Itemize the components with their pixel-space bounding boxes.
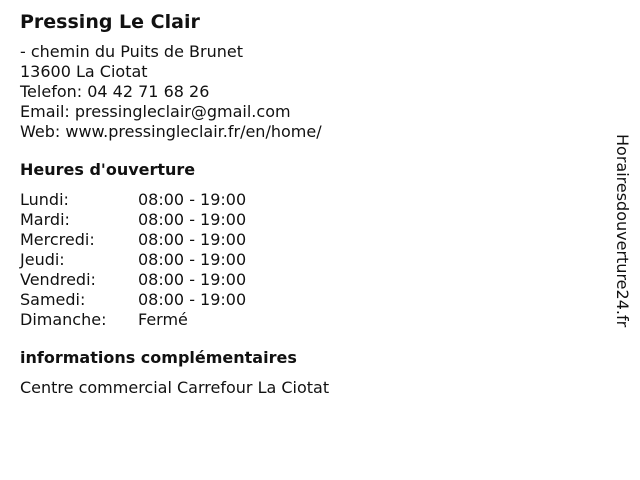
hours-day-label: Samedi: bbox=[20, 290, 86, 309]
hours-row-saturday bbox=[20, 290, 590, 310]
opening-hours-table bbox=[20, 190, 590, 330]
hours-day-label: Jeudi: bbox=[20, 250, 65, 269]
hours-row-wednesday bbox=[20, 230, 590, 250]
address-line-1: - chemin du Puits de Brunet bbox=[20, 42, 243, 61]
contact-block bbox=[20, 42, 590, 142]
business-name: Pressing Le Clair bbox=[20, 11, 200, 33]
hours-row-monday bbox=[20, 190, 590, 210]
opening-hours-title: Heures d'ouverture bbox=[20, 160, 196, 179]
hours-time: 08:00 - 19:00 bbox=[138, 210, 247, 229]
hours-day-label: Vendredi: bbox=[20, 270, 96, 289]
hours-time: 08:00 - 19:00 bbox=[138, 230, 247, 249]
email-address: Email: pressingleclair@gmail.com bbox=[20, 102, 291, 121]
hours-day-label: Mardi: bbox=[20, 210, 70, 229]
additional-info-text: Centre commercial Carrefour La Ciotat bbox=[20, 378, 330, 397]
business-card bbox=[20, 10, 590, 398]
website-url: Web: www.pressingleclair.fr/en/home/ bbox=[20, 122, 322, 141]
hours-row-friday bbox=[20, 270, 590, 290]
hours-day-label: Mercredi: bbox=[20, 230, 95, 249]
address-line-2: 13600 La Ciotat bbox=[20, 62, 148, 81]
additional-info-title: informations complémentaires bbox=[20, 348, 297, 367]
hours-row-tuesday bbox=[20, 210, 590, 230]
hours-day-label: Dimanche: bbox=[20, 310, 107, 329]
hours-time: 08:00 - 19:00 bbox=[138, 190, 247, 209]
hours-time: 08:00 - 19:00 bbox=[138, 290, 247, 309]
hours-day-label: Lundi: bbox=[20, 190, 69, 209]
hours-row-thursday bbox=[20, 250, 590, 270]
phone-number: Telefon: 04 42 71 68 26 bbox=[20, 82, 210, 101]
hours-row-sunday bbox=[20, 310, 590, 330]
hours-time: 08:00 - 19:00 bbox=[138, 250, 247, 269]
hours-time: 08:00 - 19:00 bbox=[138, 270, 247, 289]
brand-watermark: Horairesdouverture24.fr bbox=[613, 134, 632, 328]
hours-time: Fermé bbox=[138, 310, 188, 329]
